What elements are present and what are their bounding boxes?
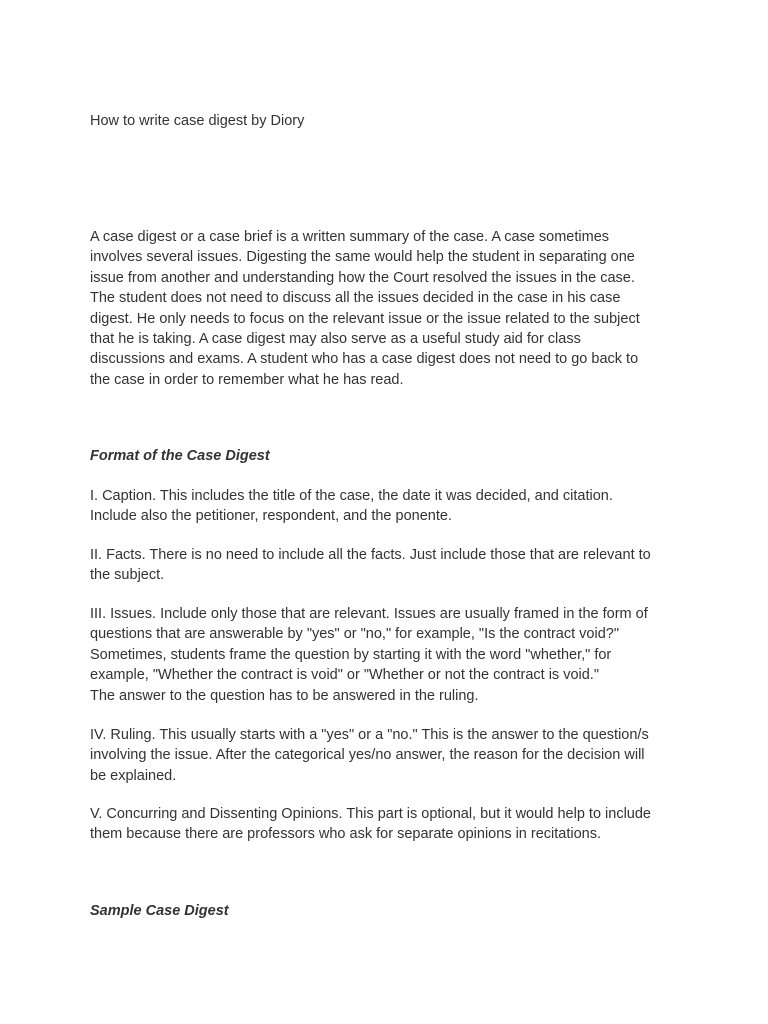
opinions-section: V. Concurring and Dissenting Opinions. This part is optional, but it would help to include them because there are professors who ask for separate opinions in recitations.: [90, 806, 651, 843]
format-heading: Format of the Case Digest: [90, 448, 270, 464]
facts-section: II. Facts. There is no need to include all the facts. Just include those that are relevant to the subject.: [90, 547, 651, 584]
ruling-section: IV. Ruling. This usually starts with a "yes" or a "no." This is the answer to the question/s involving the issue. After the categorical yes/no answer, the reason for the decision will be explained.: [90, 727, 649, 784]
sample-heading: Sample Case Digest: [90, 903, 229, 919]
issues-section: III. Issues. Include only those that are relevant. Issues are usually framed in the form of questions that are answerable by "yes" or "no," for example, "Is the contract void?" Sometimes, students frame the question by starting it with the word "whether," for example, "Whether the contract is void" or "Whether or not the contract is void." The answer to the question has to be answered in the ruling.: [90, 606, 648, 704]
caption-section: I. Caption. This includes the title of the case, the date it was decided, and citation. Include also the petitioner, respondent, and the ponente.: [90, 488, 613, 525]
intro-paragraph: A case digest or a case brief is a written summary of the case. A case sometimes involves several issues. Digesting the same would help the student in separating one issue from another and understanding how the Court resolved the issues in the case. The student does not need to discuss all the issues decided in the case in his case digest. He only needs to focus on the relevant issue or the issue related to the subject that he is taking. A case digest may also serve as a useful study aid for class discussions and exams. A student who has a case digest does not need to go back to the case in order to remember what he has read.: [90, 229, 640, 388]
document-title: How to write case digest by Diory: [90, 113, 305, 129]
